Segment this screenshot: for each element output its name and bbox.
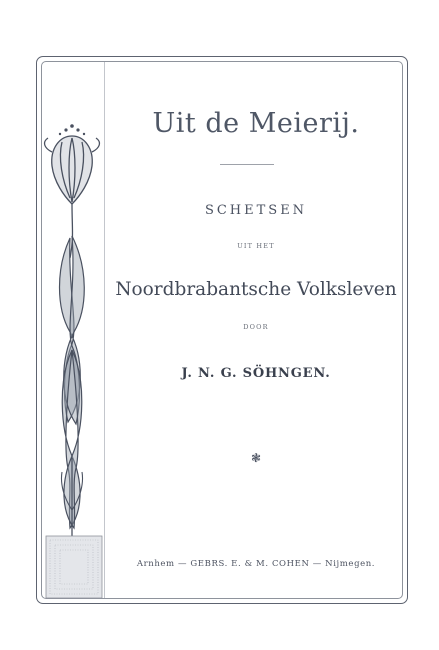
tulip-icon [38, 118, 106, 604]
author-name: J. N. G. SÖHNGEN. [181, 366, 331, 381]
fleuron-icon: ❃ [250, 451, 262, 465]
subtitle: SCHETSEN [204, 203, 308, 218]
main-title-line: Noordbrabantsche Volksleven [115, 279, 397, 300]
connector-door: DOOR [243, 323, 269, 331]
book-title: Uit de Meierij. [152, 108, 360, 139]
connector-uit-het: UIT HET [237, 242, 275, 250]
publisher-imprint: Arnhem — GEBRS. E. & M. COHEN — Nijmegen. [136, 559, 376, 569]
title-rule [220, 164, 274, 165]
